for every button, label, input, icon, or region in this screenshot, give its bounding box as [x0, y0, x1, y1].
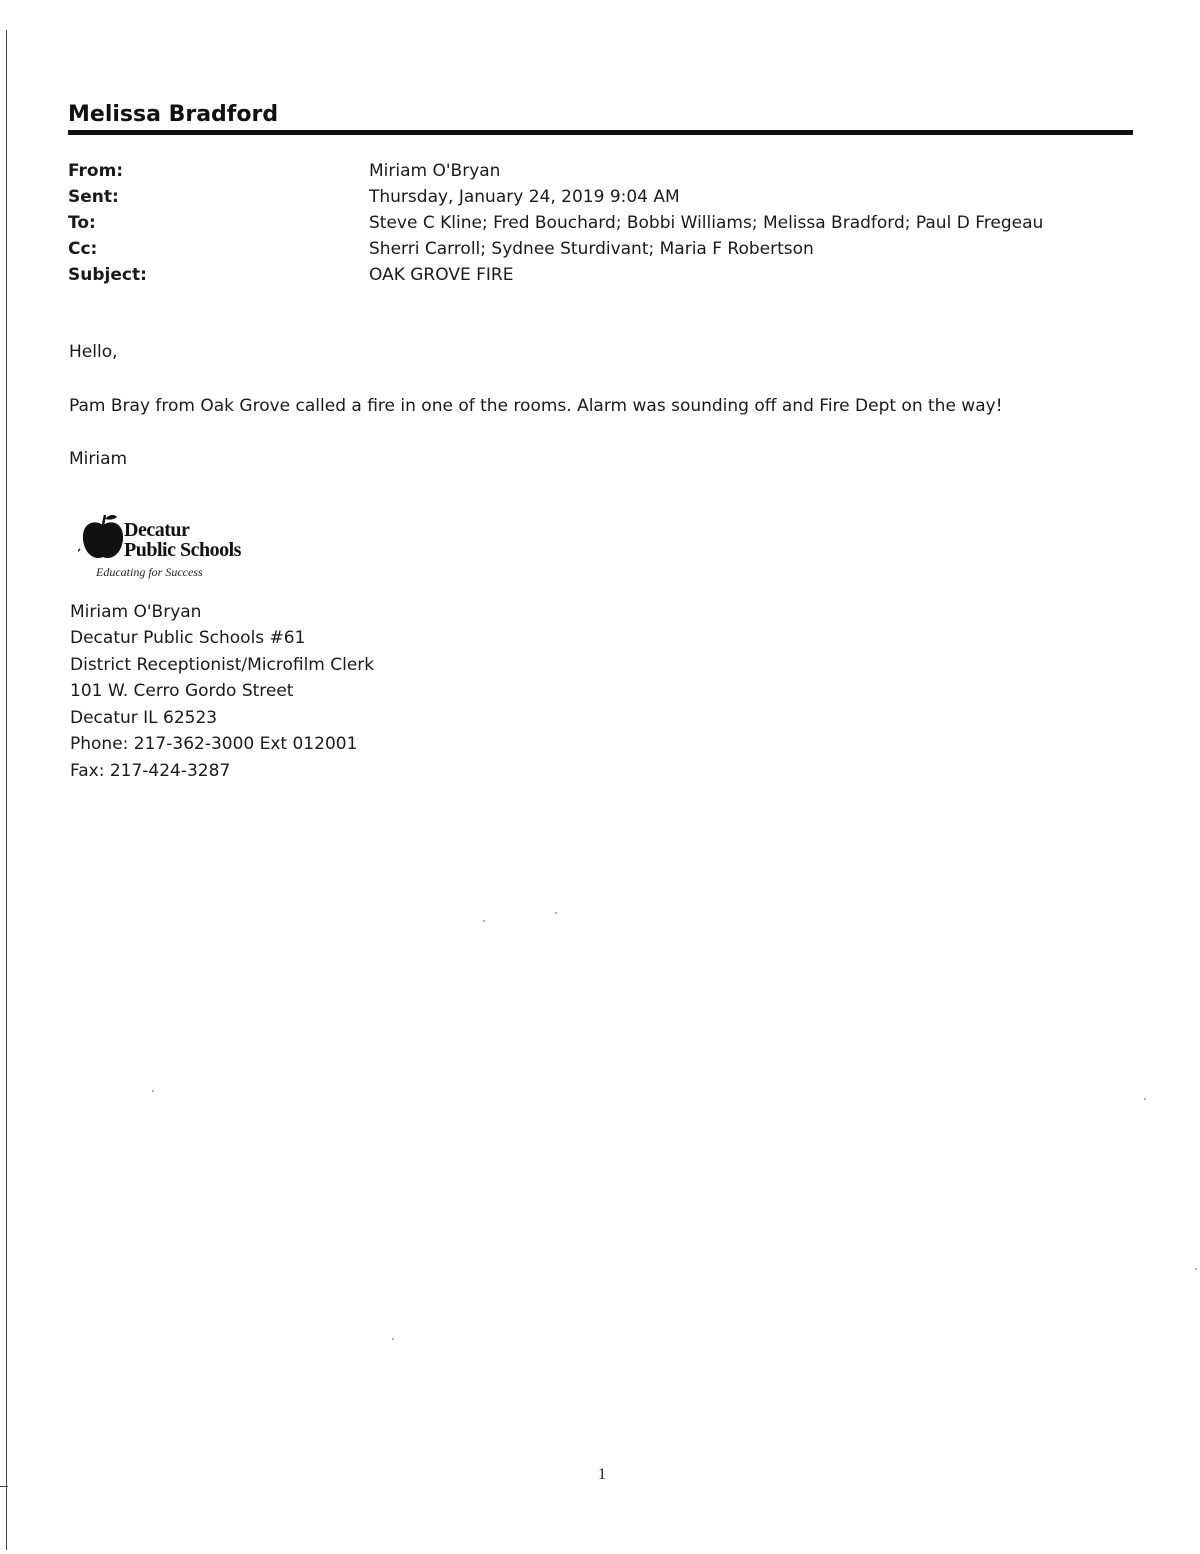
cc-value: Sherri Carroll; Sydnee Sturdivant; Maria F Robertson: [369, 239, 814, 259]
signature-city: Decatur IL 62523: [70, 708, 218, 728]
scan-speck: [392, 1338, 394, 1340]
subject-value: OAK GROVE FIRE: [369, 265, 514, 285]
signature-name: Miriam O'Bryan: [70, 602, 202, 622]
scan-left-edge: [6, 30, 7, 1550]
decatur-public-schools-logo: [68, 505, 278, 585]
apple-icon: [78, 513, 128, 561]
signature-title: District Receptionist/Microfilm Clerk: [70, 655, 375, 675]
mailbox-owner-heading: Melissa Bradford: [68, 102, 279, 127]
scan-speck: [483, 920, 485, 922]
logo-tagline: Educating for Success: [96, 565, 203, 579]
to-label: To:: [68, 213, 96, 233]
page-number: 1: [598, 1466, 606, 1483]
signature-org: Decatur Public Schools #61: [70, 628, 306, 648]
signoff: Miriam: [69, 449, 128, 469]
heading-rule: [68, 130, 1133, 135]
scan-speck: [555, 912, 557, 914]
from-label: From:: [68, 161, 124, 181]
greeting: Hello,: [69, 342, 118, 362]
from-value: Miriam O'Bryan: [369, 161, 501, 181]
signature-fax: Fax: 217-424-3287: [70, 761, 231, 781]
scan-edge-mark: [0, 1486, 8, 1487]
logo-org-line2: Public Schools: [124, 539, 241, 561]
sent-label: Sent:: [68, 187, 119, 207]
sent-value: Thursday, January 24, 2019 9:04 AM: [369, 187, 680, 207]
scan-speck: [1144, 1098, 1146, 1100]
logo-org-line1: Decatur: [124, 519, 190, 541]
signature-street: 101 W. Cerro Gordo Street: [70, 681, 294, 701]
signature-phone: Phone: 217-362-3000 Ext 012001: [70, 734, 358, 754]
scan-speck: [152, 1090, 154, 1092]
to-value: Steve C Kline; Fred Bouchard; Bobbi Williams; Melissa Bradford; Paul D Fregeau: [369, 213, 1044, 233]
scan-speck: [1195, 1268, 1197, 1270]
message-body: Pam Bray from Oak Grove called a fire in one of the rooms. Alarm was sounding off and Fire Dept on the way!: [69, 396, 1003, 416]
cc-label: Cc:: [68, 239, 98, 259]
subject-label: Subject:: [68, 265, 147, 285]
